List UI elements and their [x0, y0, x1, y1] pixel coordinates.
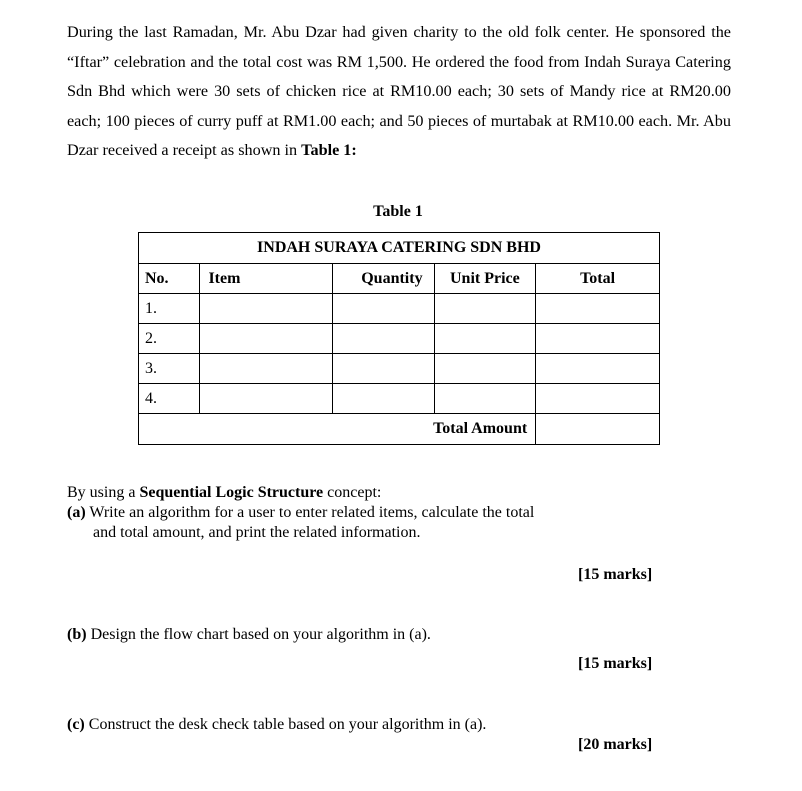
question-c-marks: [20 marks]	[578, 736, 653, 753]
row-item-cell	[200, 384, 332, 414]
table-row	[139, 384, 660, 414]
row-number: 3.	[139, 354, 200, 384]
total-amount-value-cell	[536, 414, 660, 445]
question-c-label: (c)	[67, 716, 85, 733]
question-b-text: Design the flow chart based on your algorithm in (a).	[86, 626, 431, 643]
question-c	[67, 716, 486, 734]
table-row	[139, 324, 660, 354]
row-number: 1.	[139, 294, 200, 324]
question-a-continued: and total amount, and print the related information.	[93, 524, 421, 541]
header-quantity: Quantity	[332, 264, 434, 294]
question-c-text: Construct the desk check table based on your algorithm in (a).	[84, 716, 487, 733]
receipt-table	[138, 232, 660, 445]
company-header-row	[139, 233, 660, 264]
table-row	[139, 294, 660, 324]
question-b	[67, 626, 431, 644]
total-amount-row	[139, 414, 660, 445]
header-total: Total	[536, 264, 660, 294]
question-b-label: (b)	[67, 626, 87, 643]
question-a-label: (a)	[67, 504, 86, 521]
table-reference: Table 1:	[301, 141, 357, 160]
row-total-cell	[536, 354, 660, 384]
question-a	[67, 503, 627, 523]
row-item-cell	[200, 354, 332, 384]
header-item: Item	[200, 264, 332, 294]
intro-paragraph-text: During the last Ramadan, Mr. Abu Dzar had given charity to the old folk center. He sponsored the “Iftar” celebration and the total cost was RM 1,500. He ordered the food from Indah Suraya Catering Sdn Bhd which were 30 sets of chicken rice at RM10.00 each; 30 sets of Mandy rice at RM20.00 each; 100 pieces of curry puff at RM1.00 each; and 50 pieces of murtabak at RM10.00 each. Mr. Abu Dzar received a receipt as shown in	[67, 23, 731, 160]
table-caption: Table 1	[373, 203, 423, 220]
row-unit-price-cell	[434, 384, 536, 414]
question-a-marks: [15 marks]	[578, 566, 653, 583]
row-quantity-cell	[332, 384, 434, 414]
intro-paragraph	[67, 18, 731, 166]
row-item-cell	[200, 324, 332, 354]
row-total-cell	[536, 324, 660, 354]
row-quantity-cell	[332, 324, 434, 354]
row-unit-price-cell	[434, 294, 536, 324]
row-item-cell	[200, 294, 332, 324]
row-quantity-cell	[332, 294, 434, 324]
total-amount-label: Total Amount	[139, 414, 536, 445]
header-no: No.	[139, 264, 200, 294]
row-unit-price-cell	[434, 324, 536, 354]
row-quantity-cell	[332, 354, 434, 384]
row-total-cell	[536, 294, 660, 324]
row-unit-price-cell	[434, 354, 536, 384]
question-intro-prefix: By using a	[67, 484, 140, 501]
question-intro-concept: Sequential Logic Structure	[139, 484, 324, 501]
row-number: 2.	[139, 324, 200, 354]
company-name: INDAH SURAYA CATERING SDN BHD	[139, 233, 660, 264]
row-total-cell	[536, 384, 660, 414]
column-header-row	[139, 264, 660, 294]
table-row	[139, 354, 660, 384]
row-number: 4.	[139, 384, 200, 414]
question-intro-suffix: concept:	[323, 484, 382, 501]
question-b-marks: [15 marks]	[578, 655, 653, 672]
question-a-text: Write an algorithm for a user to enter related items, calculate the total	[85, 504, 535, 521]
header-unit-price: Unit Price	[434, 264, 536, 294]
question-intro	[67, 483, 381, 503]
